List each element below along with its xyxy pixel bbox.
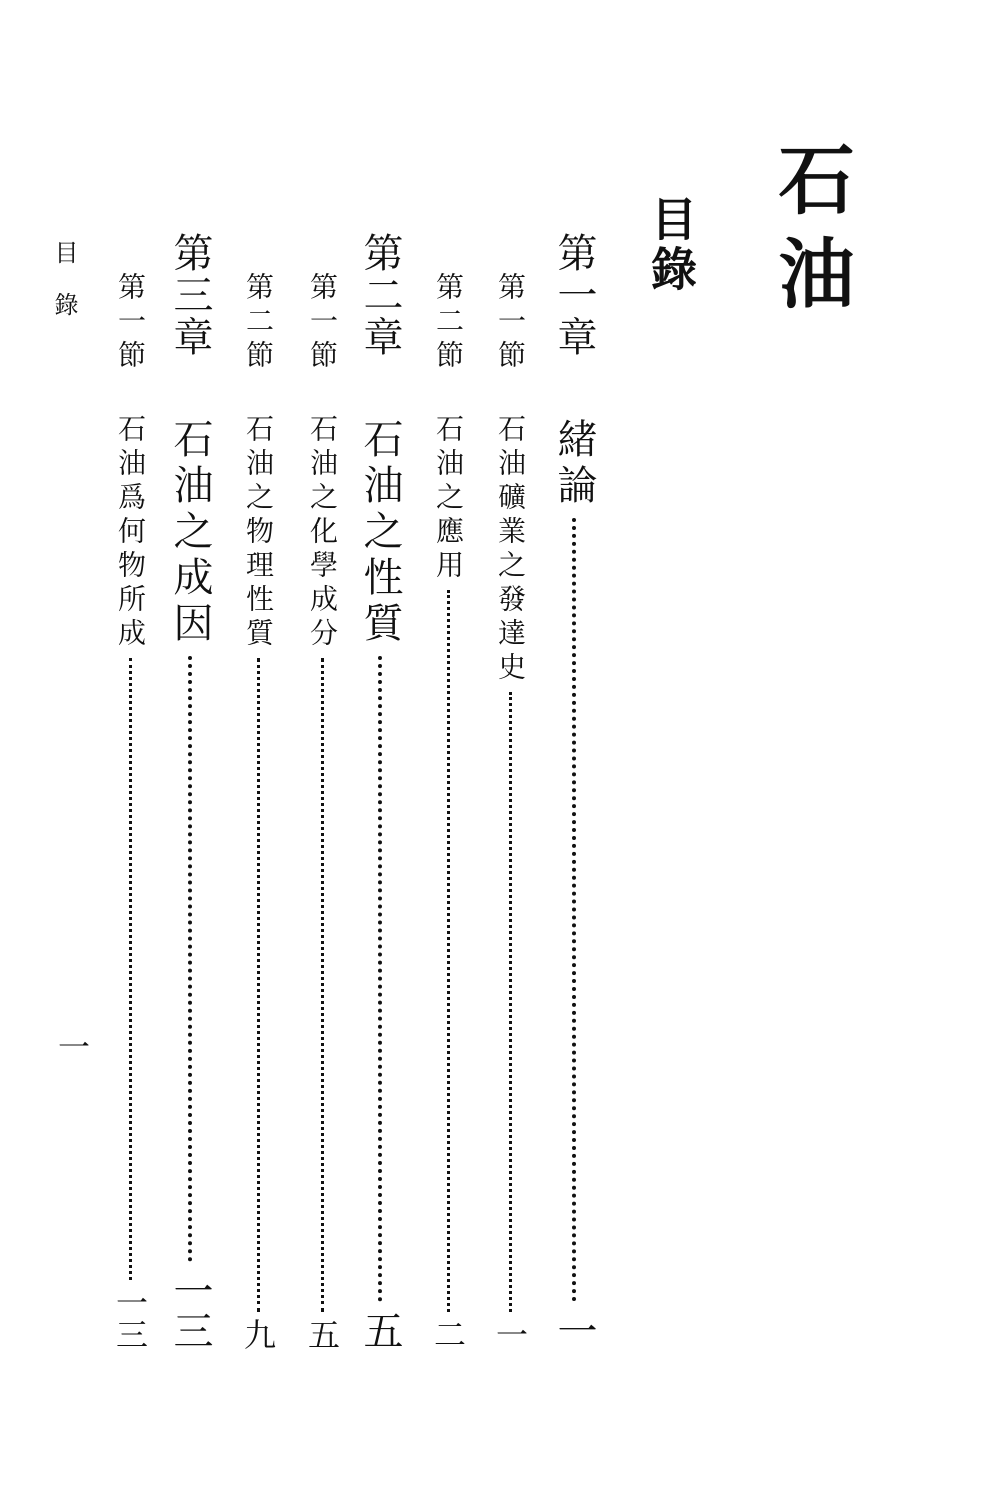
entry-label: 第三章 — [167, 232, 213, 358]
dot-leader — [129, 658, 132, 1280]
entry-label: 第一節 — [306, 272, 339, 374]
toc-heading: 目錄 — [644, 195, 698, 295]
dot-leader — [447, 590, 450, 1312]
entry-title: 石油之應用 — [432, 414, 465, 584]
page-number: 一 — [53, 1030, 91, 1062]
entry-label: 第二章 — [357, 232, 403, 358]
entry-page: 一 — [491, 1318, 529, 1350]
running-head: 目錄 — [50, 240, 78, 344]
book-title: 石油 — [766, 140, 855, 328]
dot-leader — [378, 656, 382, 1302]
entry-title: 石油之化學成分 — [306, 414, 339, 652]
toc-entry-section — [490, 272, 530, 1350]
entry-label: 第一章 — [551, 232, 597, 358]
entry-title: 石油之成因 — [167, 418, 213, 648]
entry-page: 一三 — [167, 1270, 213, 1350]
toc-entry-section — [238, 272, 278, 1350]
entry-title: 石油礦業之發達史 — [494, 414, 527, 686]
dot-leader — [188, 656, 192, 1262]
entry-title: 石油爲何物所成 — [114, 414, 147, 652]
entry-page: 一 — [551, 1310, 597, 1350]
toc-entry-section — [302, 272, 342, 1350]
entry-page: 一三 — [111, 1286, 149, 1350]
dot-leader — [257, 658, 260, 1312]
entry-page: 五 — [357, 1310, 403, 1350]
dot-leader — [321, 658, 324, 1312]
toc-entry-chapter-3 — [164, 232, 216, 1350]
toc-entry-section — [110, 272, 150, 1350]
entry-label: 第二節 — [242, 272, 275, 374]
entry-page: 五 — [303, 1318, 341, 1350]
entry-label: 第一節 — [494, 272, 527, 374]
dot-leader — [509, 692, 512, 1312]
entry-label: 第一節 — [114, 272, 147, 374]
entry-title: 緒論 — [551, 418, 597, 510]
toc-entry-section — [428, 272, 468, 1350]
entry-page: 九 — [239, 1318, 277, 1350]
entry-title: 石油之性質 — [357, 418, 403, 648]
toc-entry-chapter-1 — [548, 232, 600, 1350]
entry-title: 石油之物理性質 — [242, 414, 275, 652]
toc-entry-chapter-2 — [354, 232, 406, 1350]
dot-leader — [572, 518, 576, 1302]
entry-label: 第二節 — [432, 272, 465, 374]
entry-page: 二 — [429, 1318, 467, 1350]
